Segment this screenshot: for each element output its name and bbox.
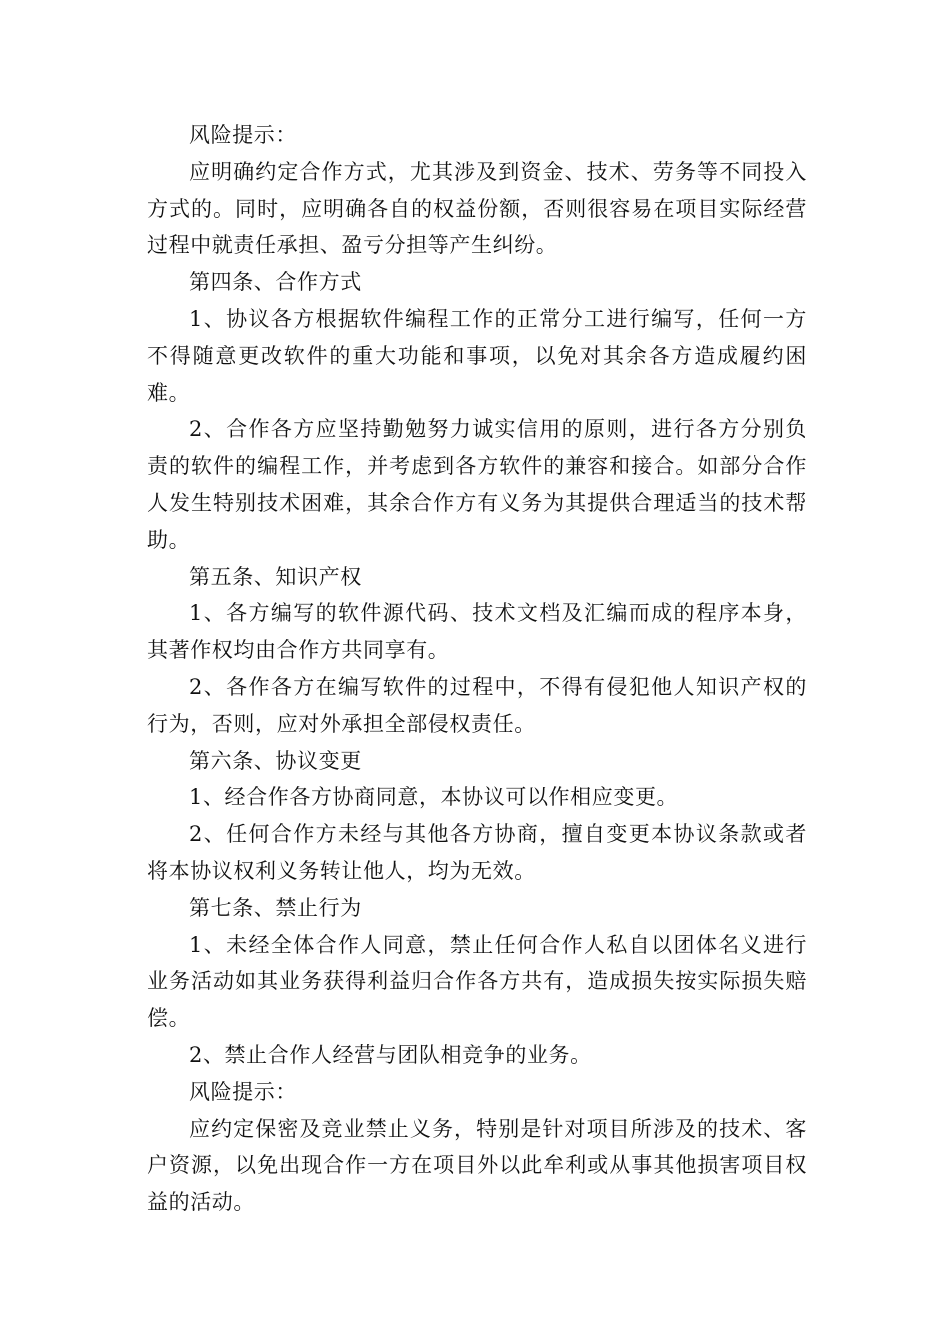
article-6-clause-2: 2、任何合作方未经与其他各方协商，擅自变更本协议条款或者将本协议权利义务转让他人，均为无效。 [147, 822, 807, 883]
risk-notice-paragraph: 应明确约定合作方式，尤其涉及到资金、技术、劳务等不同投入方式的。同时，应明确各自的权益份额，否则很容易在项目实际经营过程中就责任承担、盈亏分担等产生纠纷。 [147, 159, 807, 258]
risk-notice-paragraph-2: 应约定保密及竞业禁止义务，特别是针对项目所涉及的技术、客户资源，以免出现合作一方在项目外以此牟利或从事其他损害项目权益的活动。 [147, 1116, 807, 1215]
risk-notice-heading-2: 风险提示： [189, 1079, 297, 1104]
article-5-heading: 第五条、知识产权 [189, 564, 362, 589]
article-4-heading: 第四条、合作方式 [189, 270, 362, 295]
article-7-clause-1: 1、未经全体合作人同意，禁止任何合作人私自以团体名义进行业务活动如其业务获得利益归合作各方共有，造成损失按实际损失赔偿。 [147, 932, 807, 1031]
risk-notice-heading: 风险提示： [189, 123, 297, 147]
article-5-clause-1: 1、各方编写的软件源代码、技术文档及汇编而成的程序本身，其著作权均由合作方共同享有。 [147, 601, 807, 663]
document-body [147, 117, 807, 1221]
article-7-heading: 第七条、禁止行为 [189, 895, 362, 920]
article-7-clause-2: 2、禁止合作人经营与团队相竞争的业务。 [189, 1042, 592, 1067]
article-6-clause-1: 1、经合作各方协商同意，本协议可以作相应变更。 [189, 785, 679, 810]
article-5-clause-2: 2、各作各方在编写软件的过程中，不得有侵犯他人知识产权的行为，否则，应对外承担全部侵权责任。 [147, 674, 807, 736]
article-6-heading: 第六条、协议变更 [189, 748, 362, 773]
article-4-clause-1: 1、协议各方根据软件编程工作的正常分工进行编写，任何一方不得随意更改软件的重大功能和事项，以免对其余各方造成履约困难。 [147, 306, 807, 405]
article-4-clause-2: 2、合作各方应坚持勤勉努力诚实信用的原则，进行各方分别负责的软件的编程工作，并考虑到各方软件的兼容和接合。如部分合作人发生特别技术困难，其余合作方有义务为其提供合理适当的技术帮助。 [147, 417, 807, 552]
